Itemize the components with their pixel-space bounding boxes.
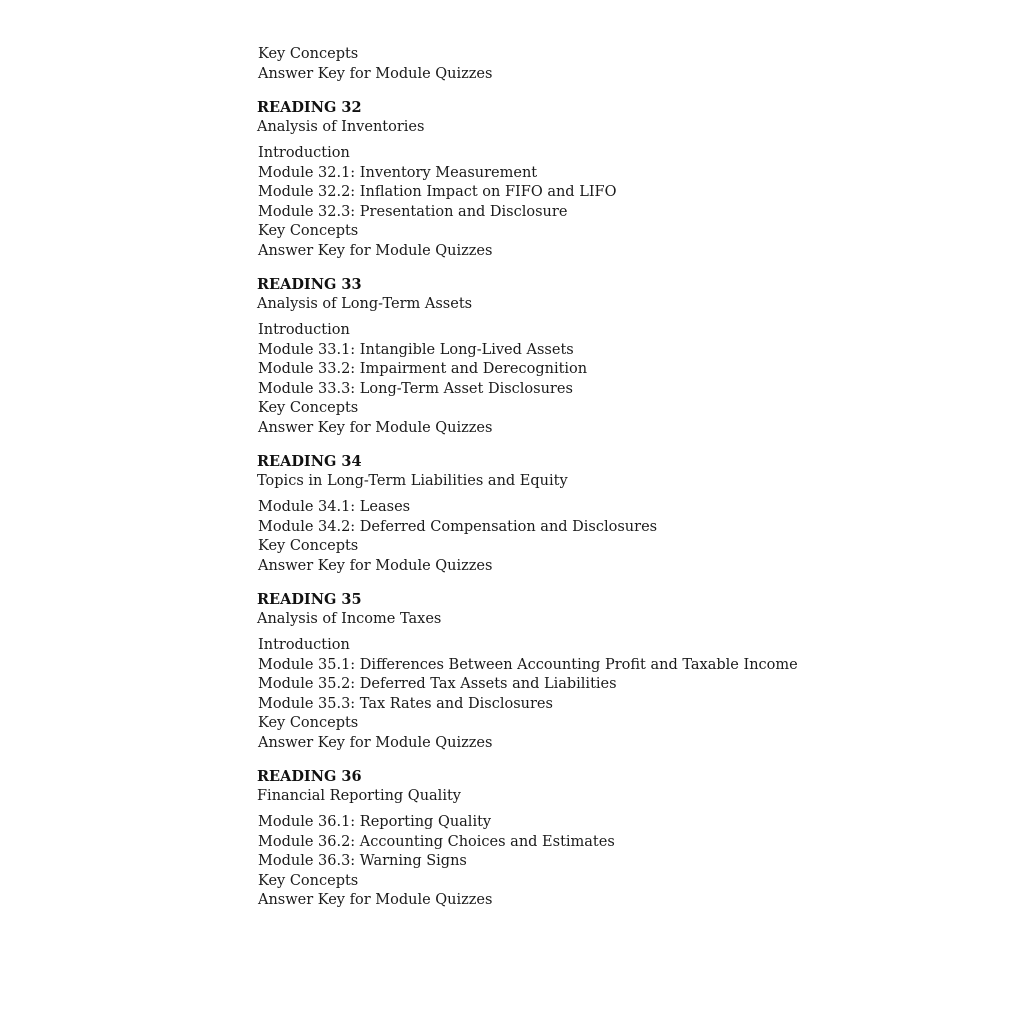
reading-heading: READING 33 [257, 276, 362, 293]
toc-item-answer-key[interactable]: Answer Key for Module Quizzes [258, 65, 493, 82]
reading-heading: READING 36 [257, 768, 362, 785]
toc-item[interactable]: Module 35.1: Differences Between Accounting Profit and Taxable Income [258, 656, 798, 673]
toc-item[interactable]: Module 34.2: Deferred Compensation and Disclosures [258, 518, 658, 535]
toc-item[interactable]: Key Concepts [258, 538, 359, 554]
reading-34 [258, 452, 958, 576]
toc-item[interactable]: Module 32.2: Inflation Impact on FIFO and LIFO [258, 184, 617, 200]
toc-item[interactable]: Module 32.3: Presentation and Disclosure [258, 203, 568, 220]
reading-32 [258, 98, 958, 261]
toc-item[interactable]: Answer Key for Module Quizzes [258, 892, 493, 908]
toc-item[interactable]: Module 32.1: Inventory Measurement [258, 164, 538, 181]
toc-item[interactable]: Key Concepts [258, 872, 359, 889]
toc-item[interactable]: Key Concepts [258, 223, 359, 239]
toc-item[interactable]: Answer Key for Module Quizzes [258, 734, 493, 751]
toc-item[interactable]: Module 34.1: Leases [258, 499, 411, 515]
toc-item[interactable]: Key Concepts [258, 715, 359, 731]
toc-item[interactable]: Key Concepts [258, 400, 359, 416]
toc-item[interactable]: Answer Key for Module Quizzes [258, 557, 493, 574]
toc-item-key-concepts[interactable]: Key Concepts [258, 46, 359, 62]
toc-item[interactable]: Module 35.3: Tax Rates and Disclosures [258, 695, 553, 712]
toc-item[interactable]: Introduction [258, 145, 350, 161]
reading-36 [258, 767, 958, 911]
toc-item[interactable]: Answer Key for Module Quizzes [258, 419, 493, 436]
toc-item[interactable]: Introduction [258, 637, 350, 653]
toc-item[interactable]: Module 36.2: Accounting Choices and Estimates [258, 833, 615, 850]
toc-item[interactable]: Module 33.3: Long-Term Asset Disclosures [258, 380, 573, 397]
reading-35 [258, 590, 958, 753]
reading-title[interactable]: Topics in Long-Term Liabilities and Equity [257, 473, 568, 489]
reading-title[interactable]: Financial Reporting Quality [257, 788, 461, 804]
reading-heading: READING 35 [257, 591, 362, 608]
toc-item[interactable]: Module 36.1: Reporting Quality [258, 814, 492, 830]
lead-items [258, 45, 958, 84]
table-of-contents [258, 45, 958, 925]
reading-heading: READING 34 [257, 453, 362, 470]
reading-title[interactable]: Analysis of Income Taxes [257, 611, 442, 627]
reading-heading: READING 32 [257, 99, 362, 116]
toc-item[interactable]: Introduction [258, 322, 350, 338]
toc-item[interactable]: Answer Key for Module Quizzes [258, 242, 493, 259]
reading-33 [258, 275, 958, 438]
toc-item[interactable]: Module 35.2: Deferred Tax Assets and Liabilities [258, 676, 617, 692]
toc-item[interactable]: Module 33.2: Impairment and Derecognition [258, 361, 588, 377]
toc-item[interactable]: Module 33.1: Intangible Long-Lived Assets [258, 341, 574, 358]
toc-item[interactable]: Module 36.3: Warning Signs [258, 853, 467, 869]
reading-title[interactable]: Analysis of Inventories [257, 119, 425, 135]
reading-title[interactable]: Analysis of Long-Term Assets [257, 296, 473, 312]
